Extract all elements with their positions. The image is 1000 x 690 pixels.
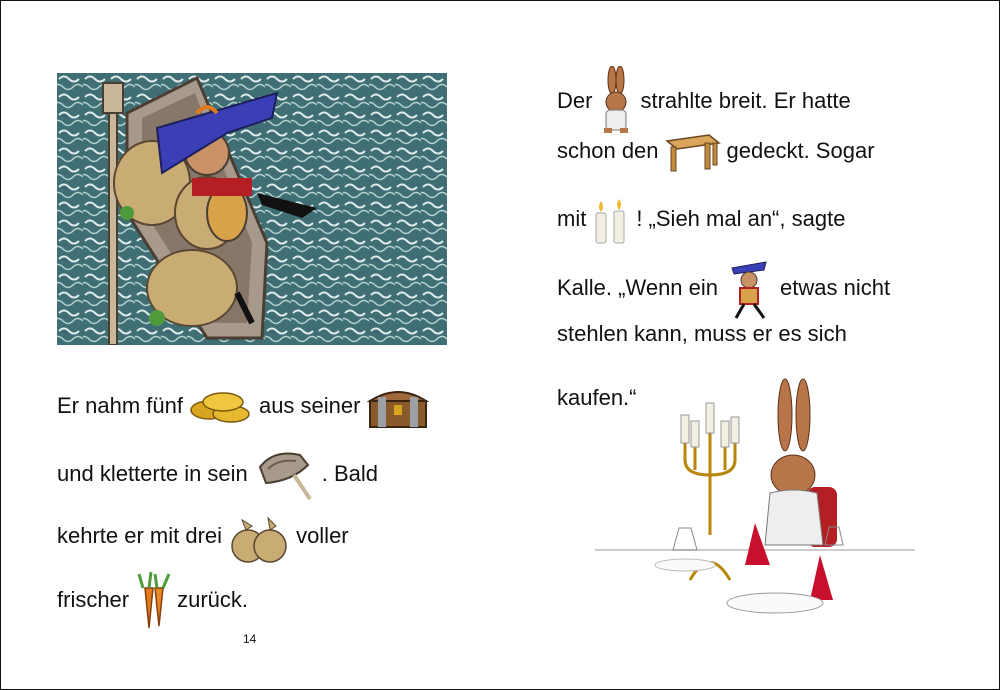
gold-coins-icon bbox=[189, 388, 253, 424]
right-line-1-part-b: strahlte breit. Er hatte bbox=[640, 88, 851, 113]
right-line-2 bbox=[557, 129, 875, 173]
candles-icon bbox=[590, 193, 632, 245]
right-line-2-part-a: schon den bbox=[557, 138, 659, 163]
right-line-1-part-a: Der bbox=[557, 88, 593, 113]
right-line-3-part-b: ! „Sieh mal an“, sagte bbox=[636, 206, 846, 231]
table-icon bbox=[665, 129, 721, 173]
right-line-1 bbox=[557, 66, 851, 136]
left-line-4-part-b: zurück. bbox=[177, 587, 249, 612]
sacks-icon bbox=[228, 508, 290, 564]
left-line-1 bbox=[57, 383, 430, 429]
right-line-5 bbox=[557, 319, 847, 349]
left-line-4 bbox=[57, 570, 248, 630]
carrots-icon bbox=[135, 570, 171, 630]
rowboat-icon bbox=[254, 447, 316, 501]
left-line-3-part-b: voller bbox=[296, 523, 349, 548]
left-line-1-part-b: aus seiner bbox=[258, 393, 361, 418]
left-line-2-part-a: und kletterte in sein bbox=[57, 461, 248, 486]
right-line-2-part-b: gedeckt. Sogar bbox=[726, 138, 875, 163]
left-line-2-part-b: . Bald bbox=[321, 461, 379, 486]
page-number: 14 bbox=[243, 632, 257, 646]
left-line-3 bbox=[57, 508, 349, 564]
hare-icon bbox=[598, 66, 634, 136]
right-line-4-part-b: etwas nicht bbox=[780, 275, 891, 300]
left-line-3-part-a: kehrte er mit drei bbox=[57, 523, 223, 548]
left-line-1-part-a: Er nahm fünf bbox=[57, 393, 183, 418]
right-line-5-text: stehlen kann, muss er es sich bbox=[557, 321, 847, 346]
right-line-3 bbox=[557, 193, 845, 245]
right-line-4 bbox=[557, 256, 890, 320]
pirate-icon bbox=[724, 256, 774, 320]
hare-dinner-illustration bbox=[585, 375, 920, 615]
left-line-4-part-a: frischer bbox=[57, 587, 130, 612]
treasure-chest-icon bbox=[366, 383, 430, 429]
right-line-6-text: kaufen.“ bbox=[557, 385, 637, 410]
pirate-boat-illustration bbox=[57, 73, 447, 345]
left-line-2 bbox=[57, 447, 378, 501]
right-line-3-part-a: mit bbox=[557, 206, 587, 231]
right-line-4-part-a: Kalle. „Wenn ein bbox=[557, 275, 719, 300]
